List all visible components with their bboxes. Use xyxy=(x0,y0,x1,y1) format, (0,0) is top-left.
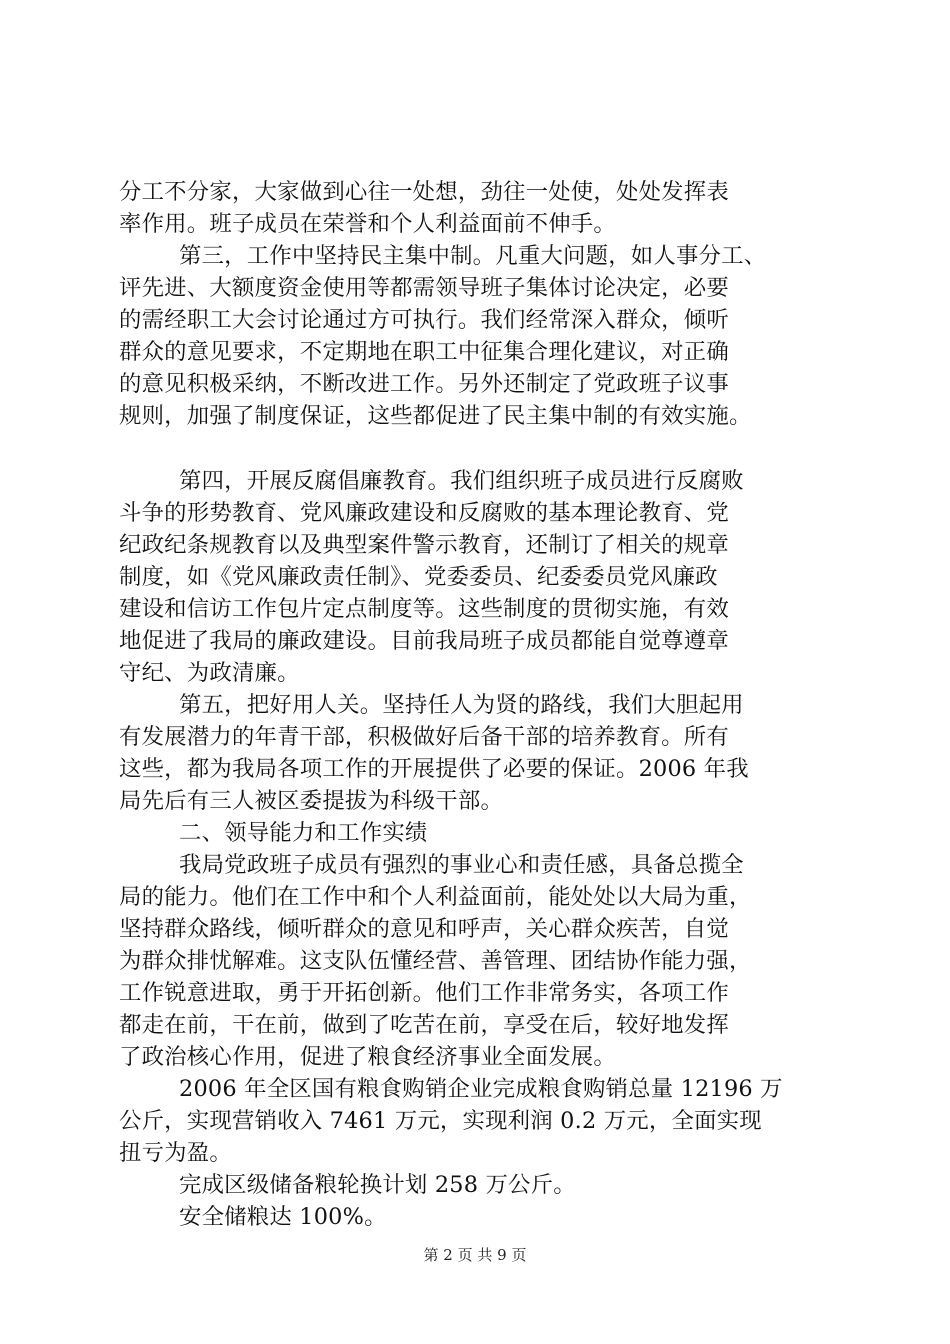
text-line: 这些，都为我局各项工作的开展提供了必要的保证。2006 年我 xyxy=(119,756,749,782)
text-line: 局的能力。他们在工作中和个人利益面前，能处处以大局为重， xyxy=(119,884,752,910)
paragraph-leadership xyxy=(119,849,839,1073)
text-line: 分工不分家，大家做到心往一处想，劲往一处使，处处发挥表 xyxy=(119,179,729,205)
page-number-footer: 第 2 页 共 9 页 xyxy=(423,1246,527,1264)
text-line: 安全储粮达 100%。 xyxy=(179,1204,387,1230)
paragraph-results-2006 xyxy=(119,1073,839,1169)
text-line: 第四，开展反腐倡廉教育。我们组织班子成员进行反腐败 xyxy=(179,468,744,494)
document-body xyxy=(119,176,839,1233)
text-line: 为群众排忧解难。这支队伍懂经营、善管理、团结协作能力强， xyxy=(119,948,752,974)
paragraph-safe-storage xyxy=(119,1201,839,1233)
text-line: 有发展潜力的年青干部，积极做好后备干部的培养教育。所有 xyxy=(119,724,729,750)
paragraph-spacer xyxy=(119,432,839,465)
paragraph-continuation xyxy=(119,176,839,240)
paragraph-fourth-point xyxy=(119,465,839,689)
text-line: 2006 年全区国有粮食购销企业完成粮食购销总量 12196 万 xyxy=(179,1076,783,1102)
text-line: 都走在前，干在前，做到了吃苦在前，享受在后，较好地发挥 xyxy=(119,1012,729,1038)
paragraph-reserve-grain xyxy=(119,1169,839,1201)
text-line: 群众的意见要求，不定期地在职工中征集合理化建议，对正确 xyxy=(119,339,729,365)
text-line: 扭亏为盈。 xyxy=(119,1140,232,1166)
text-line: 完成区级储备粮轮换计划 258 万公斤。 xyxy=(179,1172,576,1198)
text-line: 率作用。班子成员在荣誉和个人利益面前不伸手。 xyxy=(119,211,616,237)
text-line: 纪政纪条规教育以及典型案件警示教育，还制订了相关的规章 xyxy=(119,532,729,558)
text-line: 局先后有三人被区委提拔为科级干部。 xyxy=(119,788,504,814)
paragraph-fifth-point xyxy=(119,689,839,817)
text-line: 公斤，实现营销收入 7461 万元，实现利润 0.2 万元，全面实现 xyxy=(119,1108,762,1134)
text-line: 了政治核心作用，促进了粮食经济事业全面发展。 xyxy=(119,1044,616,1070)
text-line: 建设和信访工作包片定点制度等。这些制度的贯彻实施，有效 xyxy=(119,596,729,622)
text-line: 斗争的形势教育、党风廉政建设和反腐败的基本理论教育、党 xyxy=(119,500,729,526)
text-line: 的需经职工大会讨论通过方可执行。我们经常深入群众，倾听 xyxy=(119,307,729,333)
text-line: 坚持群众路线，倾听群众的意见和呼声，关心群众疾苦，自觉 xyxy=(119,916,729,942)
text-line: 地促进了我局的廉政建设。目前我局班子成员都能自觉尊遵章 xyxy=(119,628,729,654)
text-line: 的意见积极采纳，不断改进工作。另外还制定了党政班子议事 xyxy=(119,371,729,397)
text-line: 工作锐意进取，勇于开拓创新。他们工作非常务实，各项工作 xyxy=(119,980,729,1006)
text-line: 制度，如《党风廉政责任制》、党委委员、纪委委员党风廉政 xyxy=(119,564,718,590)
text-line: 第五，把好用人关。坚持任人为贤的路线，我们大胆起用 xyxy=(179,692,744,718)
section-heading: 二、领导能力和工作实绩 xyxy=(179,820,428,846)
paragraph-third-point xyxy=(119,240,839,432)
text-line: 第三，工作中坚持民主集中制。凡重大问题，如人事分工、 xyxy=(179,243,767,269)
section-heading-two xyxy=(119,817,839,849)
text-line: 评先进、大额度资金使用等都需领导班子集体讨论决定，必要 xyxy=(119,275,729,301)
text-line: 我局党政班子成员有强烈的事业心和责任感，具备总揽全 xyxy=(179,852,744,878)
text-line: 规则，加强了制度保证，这些都促进了民主集中制的有效实施。 xyxy=(119,403,752,429)
text-line: 守纪、为政清廉。 xyxy=(119,660,300,686)
